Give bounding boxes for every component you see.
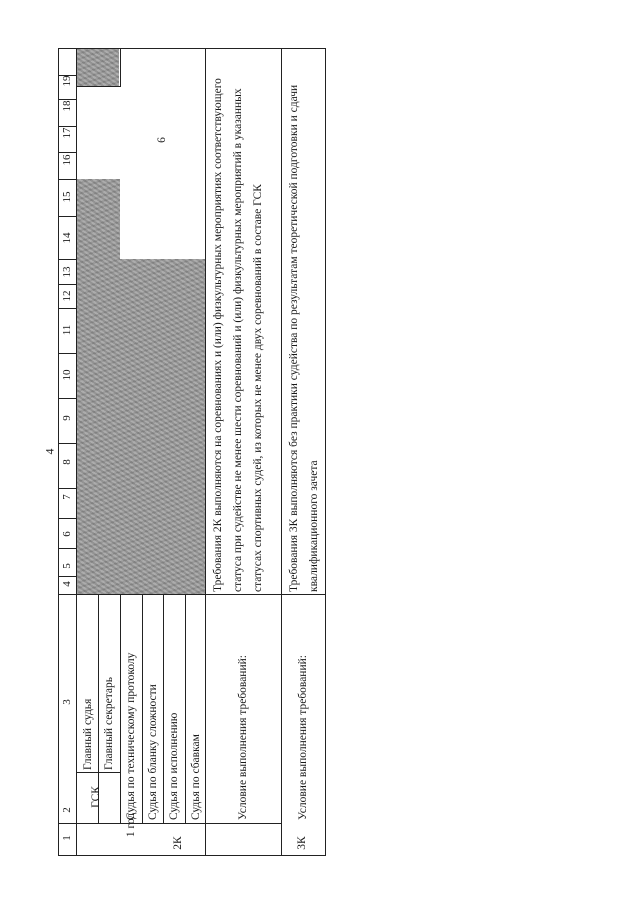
role-technical-protocol-judge: Судья по техническому протоколу — [125, 652, 137, 820]
role-difficulty-form-judge: Судья по бланку сложности — [147, 684, 159, 820]
header-col-15: 15 — [61, 191, 73, 203]
qualification-code-2k: 2К — [172, 836, 184, 850]
header-col-14: 14 — [61, 232, 73, 244]
role-chief-judge: Главный судья — [82, 698, 94, 770]
header-col-17: 17 — [61, 127, 73, 139]
condition-label-3k: Условие выполнения требований: — [297, 655, 309, 820]
shaded-cells-upper — [77, 48, 119, 86]
header-col-11: 11 — [61, 324, 73, 336]
header-col-13: 13 — [61, 266, 73, 278]
header-col-4: 4 — [61, 581, 73, 587]
header-col-9: 9 — [61, 415, 73, 421]
header-col-6: 6 — [61, 531, 73, 537]
condition-text-3k: Требования 3К выполняются без практики судейства по результатам теоретической подготовки и сдачи квалификационного зачета — [288, 84, 320, 592]
role-chief-secretary: Главный секретарь — [103, 676, 115, 770]
condition-label-2k: Условие выполнения требований: — [237, 655, 249, 820]
gsk-label: ГСК — [90, 786, 102, 808]
period-label: 1 год — [125, 812, 137, 838]
header-col-3: 3 — [61, 699, 73, 705]
condition-text-2k: Требования 2К выполняются на соревнованиях и (или) физкультурных мероприятиях соответствующего статуса при судействе не менее шести соревнований и (или) физкультурных мероприятий в указанных статусах спортивных судей, из которых не менее двух соревнований в составе ГСК — [212, 78, 264, 592]
header-col-5: 5 — [61, 563, 73, 569]
role-execution-judge: Судья по исполнению — [168, 712, 180, 820]
header-col-18: 18 — [61, 100, 73, 112]
page-number: 4 — [42, 448, 57, 455]
competition-count-value: 6 — [156, 137, 168, 143]
qualification-code-3k: 3К — [296, 836, 308, 850]
header-col-2: 2 — [61, 807, 73, 813]
role-deductions-judge: Судья по сбавкам — [190, 734, 202, 820]
header-col-16: 16 — [61, 154, 73, 166]
header-col-10: 10 — [61, 369, 73, 381]
header-col-19: 19 — [61, 75, 73, 87]
header-col-8: 8 — [61, 459, 73, 465]
header-col-1: 1 — [61, 835, 73, 841]
header-col-12: 12 — [61, 290, 73, 302]
header-col-7: 7 — [61, 494, 73, 500]
